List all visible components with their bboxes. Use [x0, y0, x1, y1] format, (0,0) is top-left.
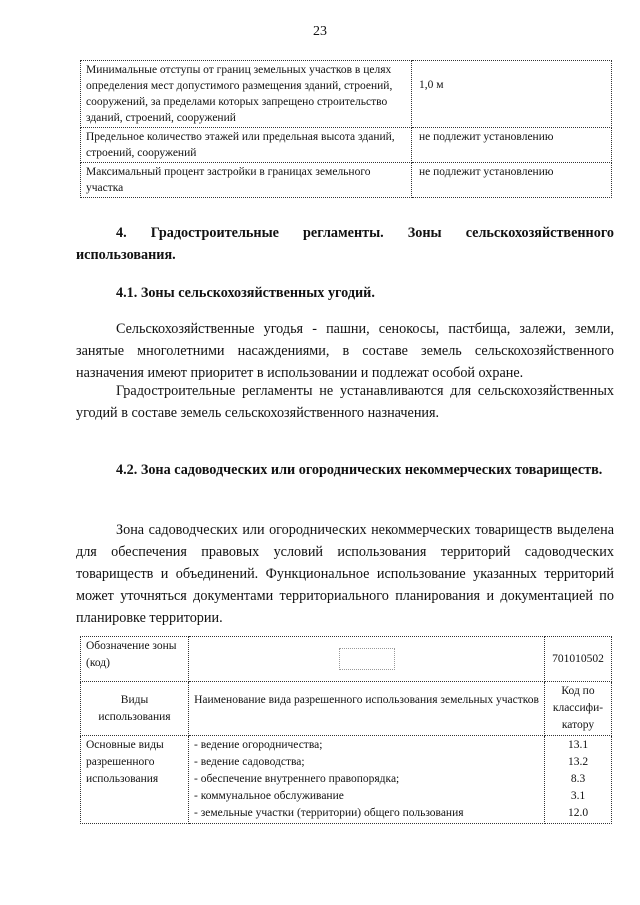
- zone-code-row: [81, 637, 612, 682]
- list-item-code: 12.0: [567, 807, 589, 819]
- zone-table: [80, 636, 612, 824]
- blank-box: [339, 648, 395, 670]
- table-row: [81, 61, 612, 128]
- list-item: - ведение огородничества;: [194, 739, 323, 751]
- page-number: 23: [313, 24, 327, 39]
- section-4-2-heading: 4.2. Зона садоводческих или огороднических некоммерческих товариществ.: [116, 462, 603, 478]
- zone-code-value: 701010502: [545, 637, 612, 682]
- zone-uses-row: [81, 736, 612, 824]
- list-item: - обеспечение внутреннего правопорядка;: [194, 773, 400, 785]
- list-item: - земельные участки (территории) общего пользования: [194, 807, 464, 819]
- list-item: - ведение садоводства;: [194, 756, 305, 768]
- value-cell: 1,0 м: [412, 61, 612, 128]
- table-row: [81, 163, 612, 198]
- codes-list: [545, 736, 612, 824]
- main-uses-label: Основные виды разрешенного использования: [81, 736, 189, 824]
- zone-code-placeholder: [189, 637, 545, 682]
- section-4-1-heading: 4.1. Зоны сельскохозяйственных угодий.: [116, 285, 375, 301]
- value-cell: не подлежит установлению: [412, 163, 612, 198]
- class-header: Код по классифи-катору: [545, 682, 612, 736]
- name-header: Наименование вида разрешенного использования земельных участков: [189, 682, 545, 736]
- param-cell: Минимальные отступы от границ земельных участков в целях определения мест допустимого размещения зданий, строений, сооружений, за пределами которых запрещено строительство зданий, строений, сооружений: [81, 61, 412, 128]
- value-cell: не подлежит установлению: [412, 128, 612, 163]
- param-cell: Предельное количество этажей или предельная высота зданий, строений, сооружений: [81, 128, 412, 163]
- zone-header-row: [81, 682, 612, 736]
- paragraph-regulations: Градостроительные регламенты не устанавливаются для сельскохозяйственных угодий в составе земель сельскохозяйственного назначения.: [76, 383, 614, 421]
- uses-list: [189, 736, 545, 824]
- list-item: - коммунальное обслуживание: [194, 790, 344, 802]
- list-item-code: 13.1: [567, 739, 589, 751]
- table-row: [81, 128, 612, 163]
- parameters-table: [80, 60, 612, 198]
- zone-code-label: Обозначение зоны (код): [81, 637, 189, 682]
- param-cell: Максимальный процент застройки в границах земельного участка: [81, 163, 412, 198]
- list-item-code: 8.3: [570, 773, 586, 785]
- list-item-code: 13.2: [567, 756, 589, 768]
- uses-header: Виды использования: [81, 682, 189, 736]
- list-item-code: 3.1: [570, 790, 586, 802]
- paragraph-agricultural-lands: Сельскохозяйственные угодья - пашни, сенокосы, пастбища, залежи, земли, занятые многолетними насаждениями, в составе земель сельскохозяйственного назначения имеют приоритет в использовании и подлежат особой охране.: [76, 321, 614, 381]
- section-4-heading: 4. Градостроительные регламенты. Зоны сельскохозяйственного использования.: [76, 225, 614, 263]
- paragraph-garden-zone: Зона садоводческих или огороднических некоммерческих товариществ выделена для обеспечения правовых условий использования территорий садоводческих товариществ и объединений. Функциональное использование указанных территорий может уточняться документами территориального планирования и документацией по планировке территории.: [76, 522, 614, 626]
